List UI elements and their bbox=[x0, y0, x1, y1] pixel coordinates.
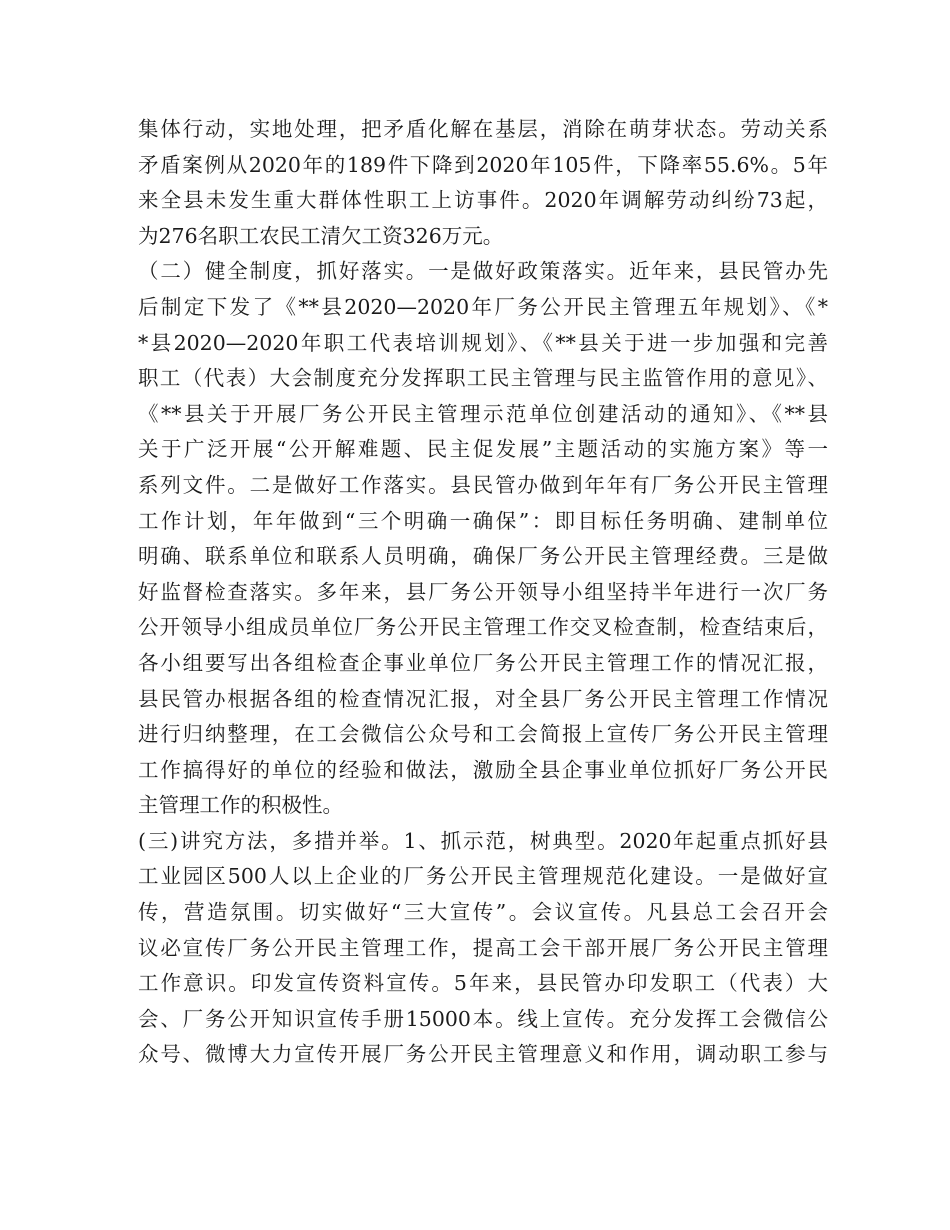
text-line: (三)讲究方法，多措并举。1、抓示范，树典型。2020年起重点抓好县 bbox=[138, 828, 828, 853]
text-line: 传，营造氛围。切实做好“三大宣传”。会议宣传。凡县总工会召开会 bbox=[138, 900, 828, 925]
text-line: 县民管办根据各组的检查情况汇报，对全县厂务公开民主管理工作情况 bbox=[138, 686, 828, 711]
text-line: 众号、微博大力宣传开展厂务公开民主管理意义和作用，调动职工参与 bbox=[138, 1042, 828, 1067]
text-line: *县2020—2020年职工代表培训规划》、《**县关于进一步加强和完善 bbox=[138, 330, 828, 355]
text-line: 后制定下发了《**县2020—2020年厂务公开民主管理五年规划》、《* bbox=[138, 294, 828, 319]
text-line: 议必宣传厂务公开民主管理工作，提高工会干部开展厂务公开民主管理 bbox=[138, 935, 828, 960]
text-line: 工作搞得好的单位的经验和做法，激励全县企事业单位抓好厂务公开民 bbox=[138, 757, 828, 782]
text-line: 来全县未发生重大群体性职工上访事件。2020年调解劳动纠纷73起， bbox=[138, 188, 828, 213]
text-line: 为276名职工农民工清欠工资326万元。 bbox=[138, 223, 504, 248]
text-line: 好监督检查落实。多年来，县厂务公开领导小组坚持半年进行一次厂务 bbox=[138, 579, 828, 604]
text-line: 工作意识。印发宣传资料宣传。5年来，县民管办印发职工（代表）大 bbox=[138, 971, 828, 996]
body-text bbox=[138, 112, 828, 1073]
text-line: 进行归纳整理，在工会微信公众号和工会简报上宣传厂务公开民主管理 bbox=[138, 722, 828, 747]
text-line: 各小组要写出各组检查企事业单位厂务公开民主管理工作的情况汇报， bbox=[138, 650, 828, 675]
text-line: 系列文件。二是做好工作落实。县民管办做到年年有厂务公开民主管理 bbox=[138, 472, 828, 497]
text-line: 矛盾案例从2020年的189件下降到2020年105件，下降率55.6%。5年 bbox=[138, 152, 828, 177]
text-line: 职工（代表）大会制度充分发挥职工民主管理与民主监管作用的意见》、 bbox=[138, 366, 828, 391]
text-line: 会、厂务公开知识宣传手册15000本。线上宣传。充分发挥工会微信公 bbox=[138, 1006, 828, 1031]
text-line: 集体行动，实地处理，把矛盾化解在基层，消除在萌芽状态。劳动关系 bbox=[138, 117, 828, 141]
text-line: （二）健全制度，抓好落实。一是做好政策落实。近年来，县民管办先 bbox=[138, 259, 828, 284]
text-line: 主管理工作的积极性。 bbox=[138, 793, 343, 818]
text-line: 工作计划，年年做到“三个明确一确保”：即目标任务明确、建制单位 bbox=[138, 508, 828, 533]
text-line: 工业园区500人以上企业的厂务公开民主管理规范化建设。一是做好宣 bbox=[138, 864, 828, 889]
text-line: 关于广泛开展“公开解难题、民主促发展”主题活动的实施方案》等一 bbox=[138, 437, 828, 462]
text-line: 《**县关于开展厂务公开民主管理示范单位创建活动的通知》、《**县 bbox=[138, 401, 828, 426]
text-line: 公开领导小组成员单位厂务公开民主管理工作交叉检查制，检查结束后， bbox=[138, 615, 828, 640]
text-line: 明确、联系单位和联系人员明确，确保厂务公开民主管理经费。三是做 bbox=[138, 544, 828, 569]
